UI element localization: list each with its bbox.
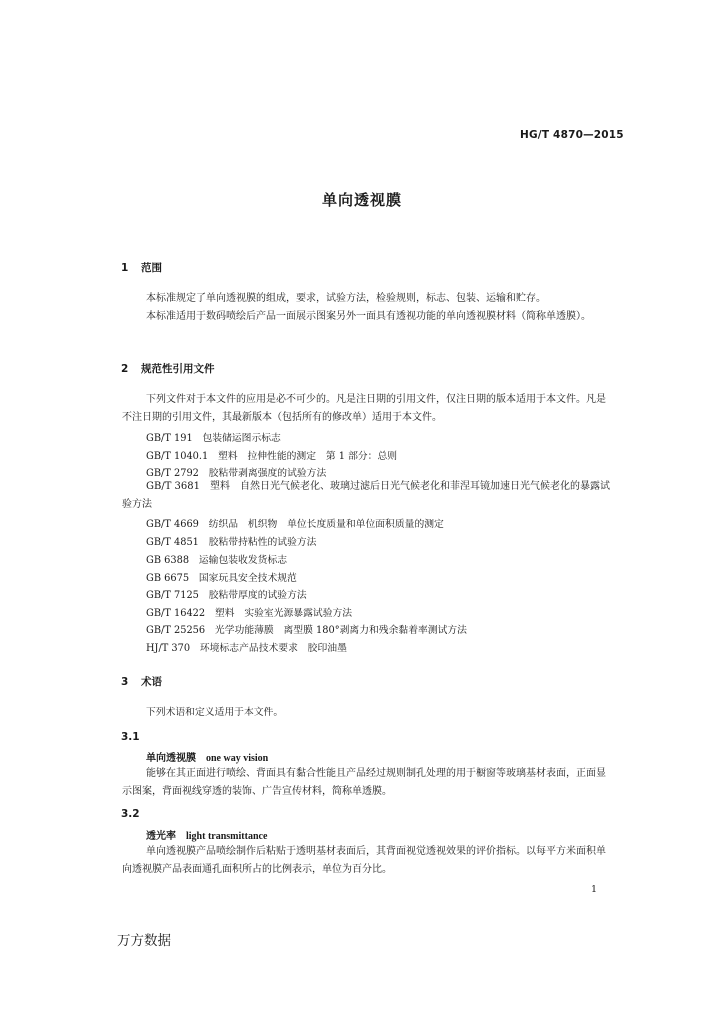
reference-item: GB/T 7125 胶粘带厚度的试验方法 xyxy=(146,590,307,601)
term-3-1-title xyxy=(146,749,268,764)
reference-item: GB/T 16422 塑料 实验室光源暴露试验方法 xyxy=(146,608,353,619)
section-title: 术语 xyxy=(141,676,162,688)
document-title: 单向透视膜 xyxy=(321,191,402,209)
footer-watermark: 万方数据 xyxy=(117,933,171,949)
section-title: 规范性引用文件 xyxy=(141,363,215,375)
section-title: 范围 xyxy=(141,262,162,274)
reference-item: GB/T 3681 塑料 自然日光气候老化、玻璃过滤后日光气候老化和菲涅耳镜加速日光气候老化的暴露试验方法 xyxy=(122,481,611,510)
reference-item: HJ/T 370 环境标志产品技术要求 胶印油墨 xyxy=(146,643,347,654)
reference-item: GB/T 25256 光学功能薄膜 离型膜 180°剥离力和残余黏着率测试方法 xyxy=(146,625,467,636)
term-3-1-definition: 能够在其正面进行喷绘、背面具有黏合性能且产品经过规则制孔处理的用于橱窗等玻璃基材表面，正面显示图案，背面视线穿透的装饰、广告宣传材料，简称单透膜。 xyxy=(122,768,606,797)
term-chinese: 单向透视膜 xyxy=(146,753,196,764)
term-english: light transmittance xyxy=(186,831,268,842)
section-3-intro: 下列术语和定义适用于本文件。 xyxy=(146,707,284,718)
reference-item: GB/T 4669 纺织品 机织物 单位长度质量和单位面积质量的测定 xyxy=(146,519,444,530)
standard-number: HG/T 4870—2015 xyxy=(520,129,624,141)
section-1-paragraph-1: 本标准规定了单向透视膜的组成，要求，试验方法，检验规则，标志、包装、运输和贮存。 xyxy=(146,293,546,304)
reference-item: GB/T 4851 胶粘带持粘性的试验方法 xyxy=(146,537,317,548)
section-2-heading xyxy=(121,361,215,376)
reference-item: GB/T 191 包装储运图示标志 xyxy=(146,433,281,444)
reference-item: GB/T 2792 胶粘带剥离强度的试验方法 xyxy=(146,468,327,479)
reference-item: GB 6675 国家玩具安全技术规范 xyxy=(146,573,297,584)
term-3-1-number: 3.1 xyxy=(121,731,140,743)
page-number: 1 xyxy=(591,884,598,895)
section-1-heading xyxy=(121,260,162,275)
section-number: 1 xyxy=(121,262,129,274)
section-3-heading xyxy=(121,674,162,689)
section-2-intro: 下列文件对于本文件的应用是必不可少的。凡是注日期的引用文件，仅注日期的版本适用于本文件。凡是不注日期的引用文件，其最新版本（包括所有的修改单）适用于本文件。 xyxy=(122,394,606,423)
section-1-paragraph-2: 本标准适用于数码喷绘后产品一面展示图案另外一面具有透视功能的单向透视膜材料（简称单透膜）。 xyxy=(146,311,591,322)
term-3-2-title xyxy=(146,827,267,842)
section-number: 2 xyxy=(121,363,129,375)
reference-item: GB/T 1040.1 塑料 拉伸性能的测定 第 1 部分：总则 xyxy=(146,451,398,462)
term-english: one way vision xyxy=(206,753,269,764)
section-number: 3 xyxy=(121,676,129,688)
term-chinese: 透光率 xyxy=(146,831,176,842)
term-3-2-definition: 单向透视膜产品喷绘制作后粘贴于透明基材表面后，其背面视觉透视效果的评价指标。以每平方米面积单向透视膜产品表面通孔面积所占的比例表示，单位为百分比。 xyxy=(122,846,606,875)
term-3-2-number: 3.2 xyxy=(121,808,140,820)
reference-item: GB 6388 运输包装收发货标志 xyxy=(146,555,288,566)
